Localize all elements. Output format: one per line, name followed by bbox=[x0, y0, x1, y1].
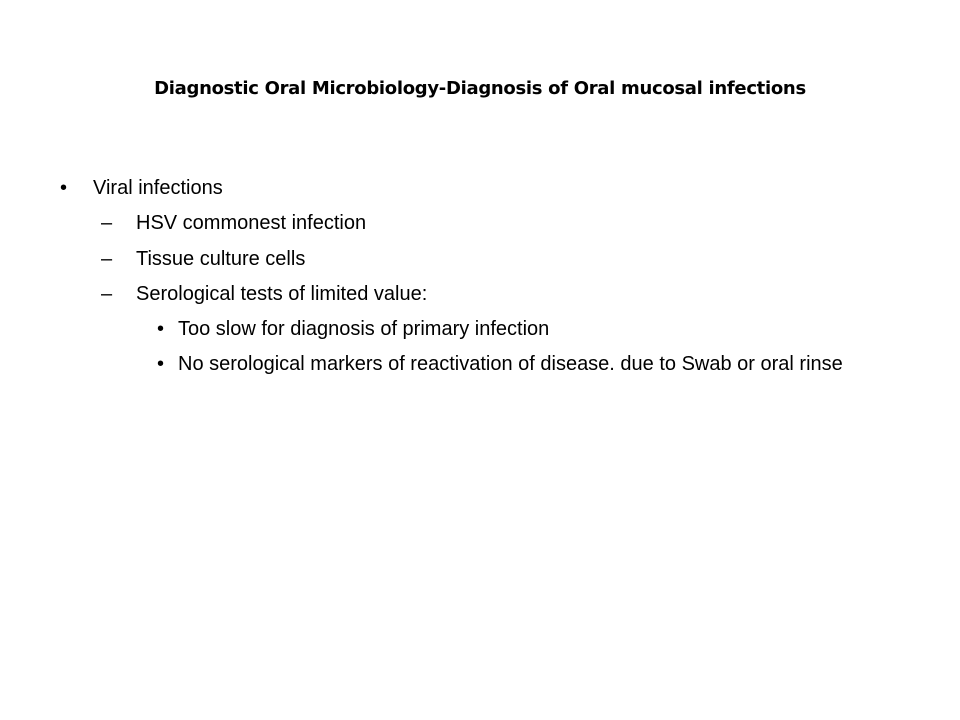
slide-title: Diagnostic Oral Microbiology-Diagnosis of Oral mucosal infections bbox=[154, 78, 806, 99]
sub-bullet-marker: • bbox=[157, 318, 165, 340]
bullet-marker: • bbox=[60, 177, 68, 199]
sub-item-hsv: HSV commonest infection bbox=[136, 212, 367, 234]
sub-sub-item-no-markers: No serological markers of reactivation of disease. due to Swab or oral rinse bbox=[178, 353, 843, 375]
dash-marker: – bbox=[101, 212, 113, 234]
sub-bullet-marker: • bbox=[157, 353, 165, 375]
sub-sub-item-too-slow: Too slow for diagnosis of primary infection bbox=[178, 318, 550, 340]
bullet-item-viral-infections: Viral infections bbox=[93, 177, 223, 199]
sub-item-serological-tests: Serological tests of limited value: bbox=[136, 283, 428, 305]
dash-marker: – bbox=[101, 248, 113, 270]
sub-item-tissue-culture: Tissue culture cells bbox=[136, 248, 306, 270]
dash-marker: – bbox=[101, 283, 113, 305]
